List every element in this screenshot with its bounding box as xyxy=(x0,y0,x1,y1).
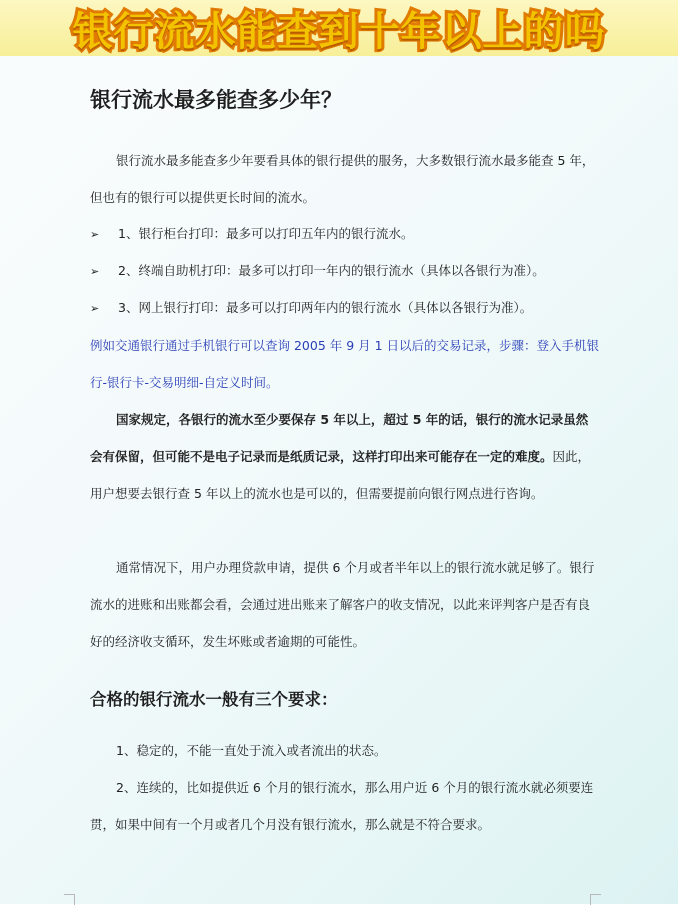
requirement-1: 1、稳定的，不能一直处于流入或者流出的状态。 xyxy=(116,743,387,758)
bullet-item xyxy=(90,261,545,282)
page-corner-mark xyxy=(590,894,601,905)
requirement-2: 2、连续的，比如提供近 6 个月的银行流水，那么用户近 6 个月的银行流水就必须要连贯，如果中间有一个月或者几个月没有银行流水，那么就是不符合要求。 xyxy=(90,780,594,832)
arrow-bullet-icon: ➢ xyxy=(90,228,100,241)
regulation-rest-text: 因此，用户想要去银行查 5 年以上的流水也是可以的，但需要提前向银行网点进行咨询。 xyxy=(90,449,591,501)
bullet-item xyxy=(90,298,532,319)
arrow-bullet-icon: ➢ xyxy=(90,302,100,315)
bullet-item xyxy=(90,224,413,245)
intro-paragraph: 银行流水最多能查多少年要看具体的银行提供的服务，大多数银行流水最多能查 5 年，但也有的银行可以提供更长时间的流水。 xyxy=(90,153,595,205)
bullet-text: 1、银行柜台打印：最多可以打印五年内的银行流水。 xyxy=(118,226,414,241)
loan-paragraph: 通常情况下，用户办理贷款申请，提供 6 个月或者半年以上的银行流水就足够了。银行流水的进账和出账都会看，会通过进出账来了解客户的收支情况，以此来评判客户是否有良好的经济收支循环，发生坏账或者逾期的可能性。 xyxy=(90,560,595,649)
regulation-bold-text: 国家规定，各银行的流水至少要保存 5 年以上，超过 5 年的话，银行的流水记录虽然会有保留，但可能不是电子记录而是纸质记录，这样打印出来可能存在一定的难度。 xyxy=(90,412,589,464)
section-heading: 银行流水最多能查多少年？ xyxy=(90,87,342,112)
banner-title: 银行流水能查到十年以上的吗 xyxy=(72,8,606,55)
document-page xyxy=(0,56,678,904)
title-banner xyxy=(0,0,678,56)
arrow-bullet-icon: ➢ xyxy=(90,265,100,278)
bullet-text: 3、网上银行打印：最多可以打印两年内的银行流水（具体以各银行为准）。 xyxy=(118,300,533,315)
page-corner-mark xyxy=(64,894,75,905)
requirements-heading: 合格的银行流水一般有三个要求： xyxy=(90,690,338,709)
regulation-paragraph xyxy=(90,401,600,512)
example-paragraph: 例如交通银行通过手机银行可以查询 2005 年 9 月 1 日以后的交易记录，步骤：登入手机银行-银行卡-交易明细-自定义时间。 xyxy=(90,338,600,390)
bullet-text: 2、终端自助机打印：最多可以打印一年内的银行流水（具体以各银行为准）。 xyxy=(118,263,545,278)
